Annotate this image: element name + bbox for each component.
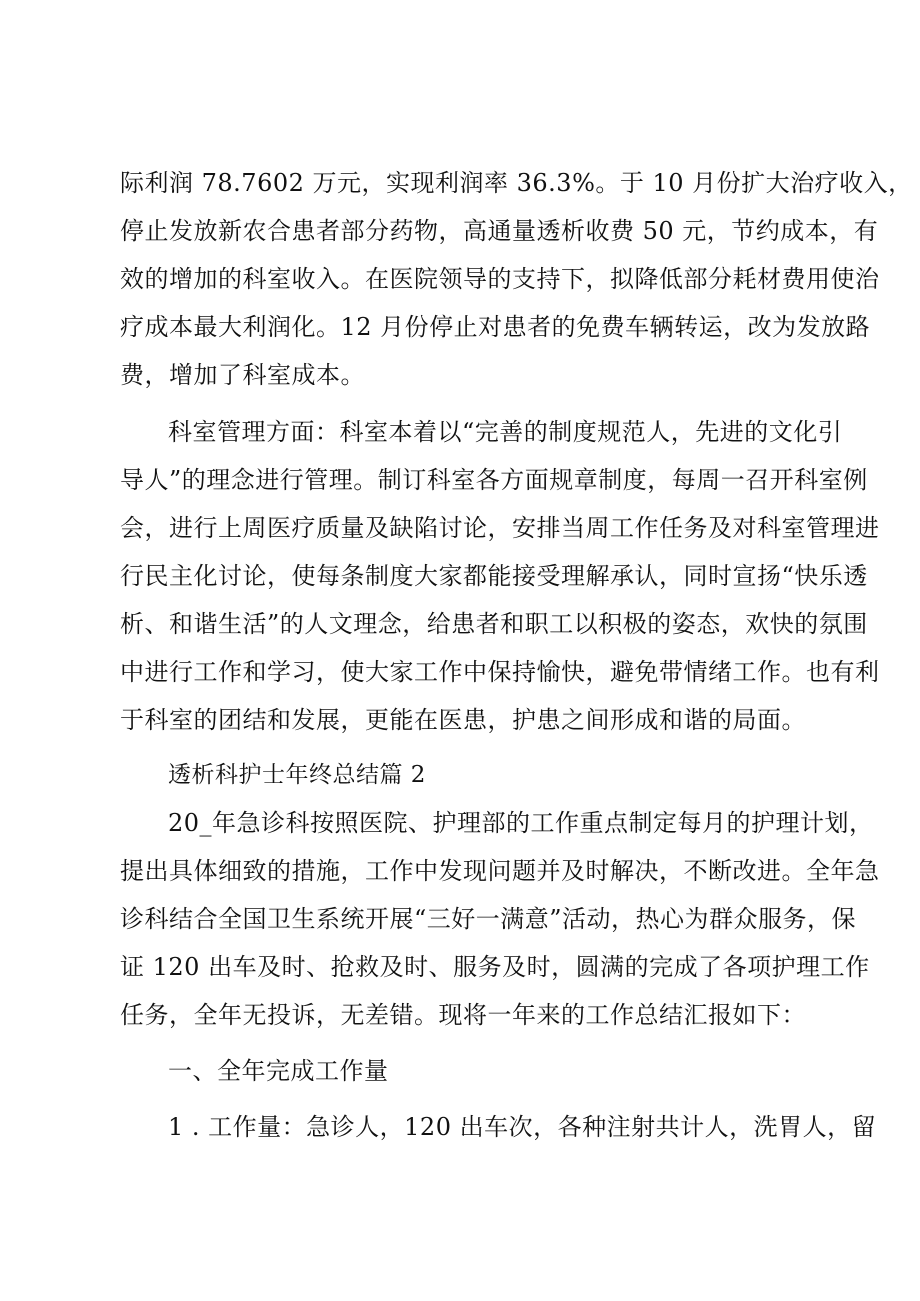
text-line: 行民主化讨论，使每条制度大家都能接受理解承认，同时宣扬“快乐透 [120,562,868,590]
text-line: 于科室的团结和发展，更能在医患，护患之间形成和谐的局面。 [120,706,806,734]
text-line: 导人”的理念进行管理。制订科室各方面规章制度，每周一召开科室例 [120,466,868,494]
text-line: 效的增加的科室收入。在医院领导的支持下，拟降低部分耗材费用使治 [120,265,880,293]
text-line: 析、和谐生活”的人文理念，给患者和职工以积极的姿态，欢快的氛围 [120,610,868,638]
text-line: 提出具体细致的措施，工作中发现问题并及时解决，不断改进。全年急 [120,857,880,885]
text-line: 诊科结合全国卫生系统开展“三好一满意”活动，热心为群众服务，保 [120,905,857,933]
text-line: 任务，全年无投诉，无差错。现将一年来的工作总结汇报如下： [120,1001,806,1029]
text-line: 疗成本最大利润化。12 月份停止对患者的免费车辆转运，改为发放路 [120,313,871,341]
text-line: 费，增加了科室成本。 [120,361,365,389]
text-line: 20_年急诊科按照医院、护理部的工作重点制定每月的护理计划， [168,809,874,837]
section-title: 透析科护士年终总结篇 2 [168,762,426,788]
text-line: 中进行工作和学习，使大家工作中保持愉快，避免带情绪工作。也有利 [120,658,880,686]
text-line: 际利润 78.7602 万元，实现利润率 36.3%。于 10 月份扩大治疗收入， [120,169,913,197]
text-line: 证 120 出车及时、抢救及时、服务及时，圆满的完成了各项护理工作 [120,953,870,981]
subheading: 一、全年完成工作量 [168,1057,389,1085]
text-line: 科室管理方面：科室本着以“完善的制度规范人，先进的文化引 [168,418,843,446]
text-line: 会，进行上周医疗质量及缺陷讨论，安排当周工作任务及对科室管理进 [120,514,880,542]
text-line: 1 . 工作量：急诊人，120 出车次，各种注射共计人，洗胃人，留 [168,1113,877,1141]
text-line: 停止发放新农合患者部分药物，高通量透析收费 50 元，节约成本，有 [120,217,879,245]
